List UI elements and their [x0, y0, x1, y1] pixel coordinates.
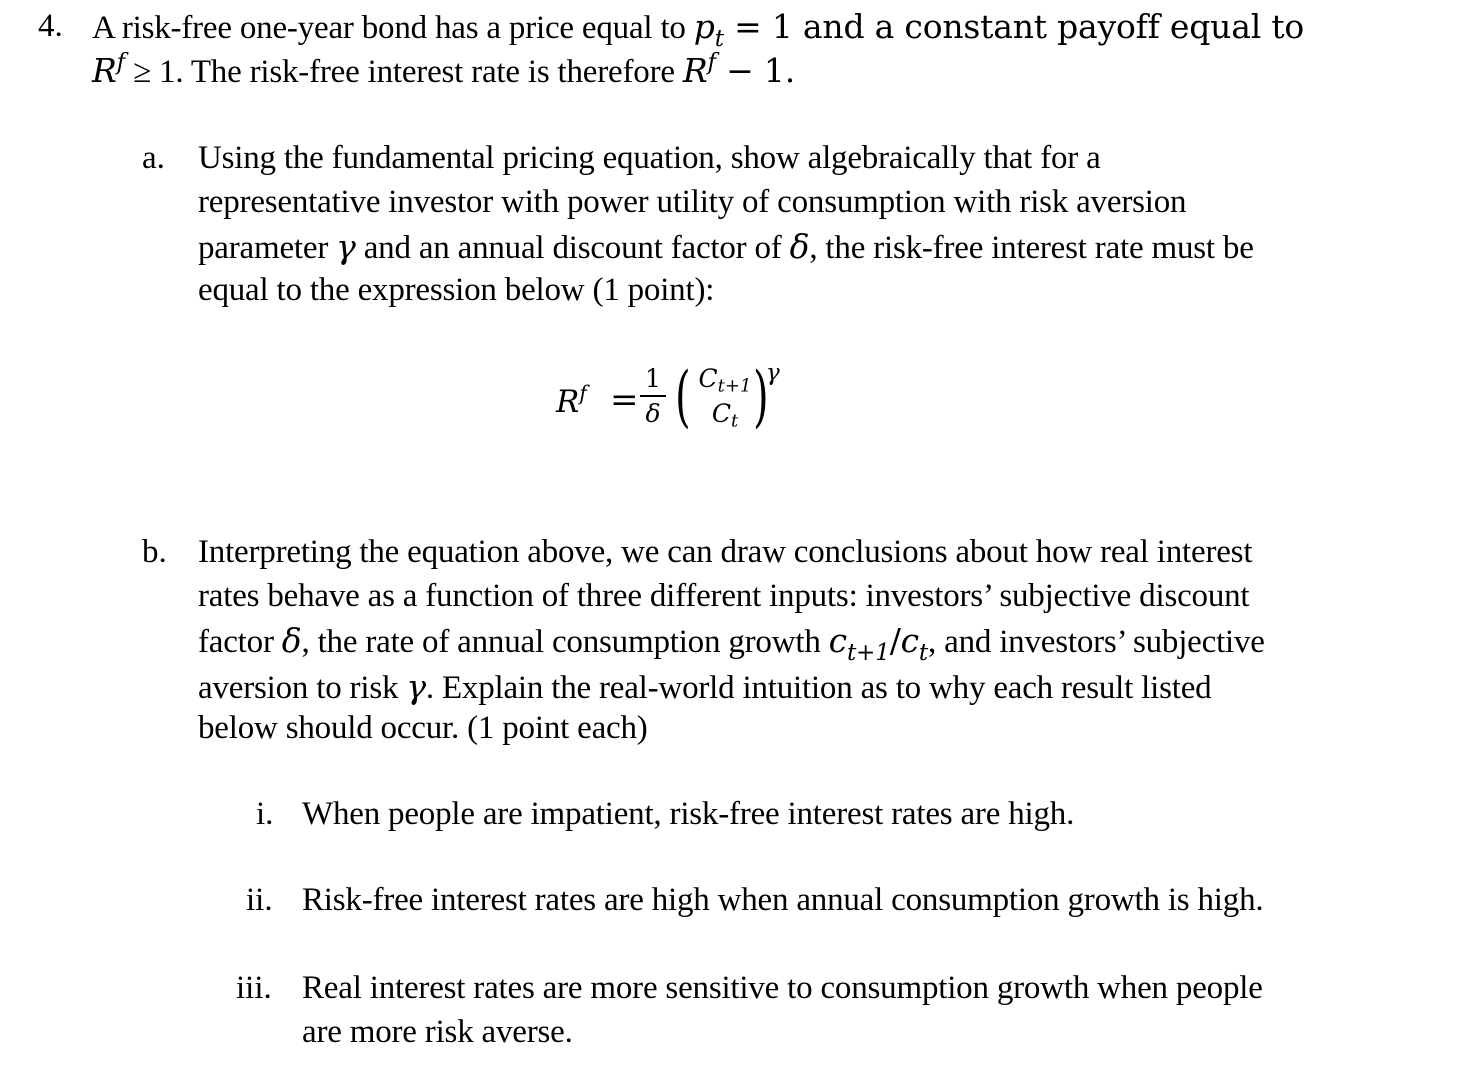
sub-item-text: Risk-free interest rates are high when annual consumption growth is high. [302, 882, 1264, 918]
part-b-line-3: factor δ, the rate of annual consumption growth $c_{t+1}/c_t$, and investors’ subjective [198, 621, 1265, 667]
consumption-ratio-fraction: $C_{t+1}$ $C_t$ [698, 364, 752, 431]
equals-sign: = [610, 380, 639, 420]
sub-item-text: When people are impatient, risk-free interest rates are high. [302, 796, 1075, 832]
part-b-line-1: Interpreting the equation above, we can draw conclusions about how real interest [198, 534, 1253, 570]
part-a-line-2: representative investor with power utility of consumption with risk aversion [198, 184, 1187, 220]
part-b-marker: b. [142, 534, 167, 570]
part-b-line-4: aversion to risk γ. Explain the real-world intuition as to why each result listed [198, 667, 1212, 706]
gamma-exponent: γ [766, 360, 780, 386]
gross-risk-free-variable: $R^f$ [92, 49, 126, 90]
delta-symbol: δ [281, 621, 302, 660]
sub-item-marker: i. [256, 796, 274, 832]
left-parenthesis: ( [675, 358, 691, 435]
part-a-line-1: Using the fundamental pricing equation, show algebraically that for a [198, 140, 1101, 176]
gross-risk-free-variable-2: $R^f$ [682, 49, 716, 90]
sub-item-marker: iii. [236, 970, 272, 1006]
consumption-growth-expression: $c_{t+1}/c_t$ [828, 621, 929, 667]
part-a-marker: a. [142, 140, 165, 176]
sub-item-text-line-1: Real interest rates are more sensitive to consumption growth when people [302, 970, 1263, 1006]
part-a-line-4: equal to the expression below (1 point): [198, 272, 715, 308]
question-stem-line-2: $R^f \ge 1$. The risk-free interest rate is therefore $R^f - 1$. [92, 49, 796, 90]
question-number: 4. [38, 8, 63, 44]
one-over-delta-fraction: 1 δ [640, 366, 666, 426]
question-stem-line-1: A risk-free one-year bond has a price equal to $p_t = 1$ and a constant payoff equal to [92, 7, 1305, 53]
gamma-symbol: γ [336, 227, 356, 266]
right-parenthesis: ) [753, 358, 769, 435]
equation-lhs: $R^f$ [556, 380, 587, 420]
part-b-line-5: below should occur. (1 point each) [198, 710, 648, 746]
risk-free-rate-equation [556, 360, 796, 450]
delta-symbol: δ [789, 227, 810, 266]
part-b-line-2: rates behave as a function of three different inputs: investors’ subjective discount [198, 578, 1250, 614]
gamma-symbol: γ [406, 667, 426, 706]
sub-item-marker: ii. [246, 882, 273, 918]
price-variable: $p_t$ [693, 7, 724, 53]
sub-item-text-line-2: are more risk averse. [302, 1014, 573, 1050]
part-a-line-3: parameter γ and an annual discount factor of δ, the risk-free interest rate must be [198, 227, 1254, 266]
